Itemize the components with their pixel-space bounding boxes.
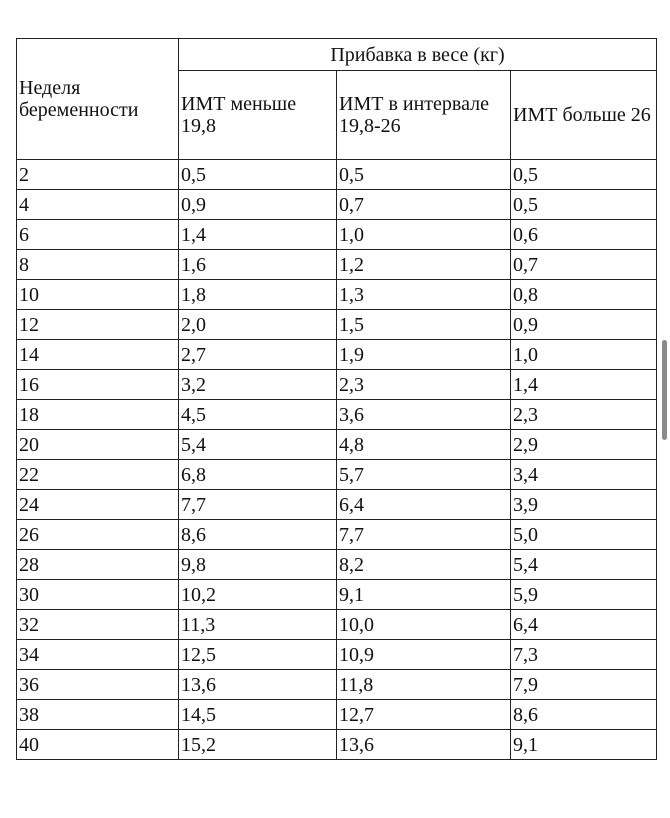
bmi-mid-cell: 1,2 (337, 250, 511, 280)
bmi-mid-cell: 8,2 (337, 550, 511, 580)
bmi-high-cell: 3,4 (511, 460, 657, 490)
bmi-mid-cell: 1,0 (337, 220, 511, 250)
table-row (17, 280, 657, 310)
week-cell: 10 (17, 280, 179, 310)
week-cell: 26 (17, 520, 179, 550)
week-cell: 32 (17, 610, 179, 640)
table-row (17, 730, 657, 760)
bmi-low-cell: 7,7 (179, 490, 337, 520)
bmi-mid-header: ИМТ в интервале 19,8-26 (337, 71, 511, 160)
table-row (17, 610, 657, 640)
bmi-low-cell: 5,4 (179, 430, 337, 460)
header-row-top (17, 39, 657, 71)
bmi-high-cell: 5,4 (511, 550, 657, 580)
week-cell: 22 (17, 460, 179, 490)
bmi-low-cell: 13,6 (179, 670, 337, 700)
table-row (17, 250, 657, 280)
bmi-low-cell: 2,7 (179, 340, 337, 370)
bmi-high-cell: 1,0 (511, 340, 657, 370)
bmi-high-cell: 3,9 (511, 490, 657, 520)
bmi-mid-cell: 9,1 (337, 580, 511, 610)
table-row (17, 160, 657, 190)
bmi-mid-cell: 1,5 (337, 310, 511, 340)
bmi-high-cell: 0,6 (511, 220, 657, 250)
table-row (17, 670, 657, 700)
bmi-low-header: ИМТ меньше 19,8 (179, 71, 337, 160)
table-body (17, 160, 657, 760)
weight-gain-group-header: Прибавка в весе (кг) (179, 39, 657, 71)
week-cell: 18 (17, 400, 179, 430)
bmi-high-cell: 0,7 (511, 250, 657, 280)
bmi-mid-cell: 1,3 (337, 280, 511, 310)
week-cell: 4 (17, 190, 179, 220)
table-row (17, 310, 657, 340)
bmi-high-cell: 1,4 (511, 370, 657, 400)
week-cell: 40 (17, 730, 179, 760)
week-cell: 24 (17, 490, 179, 520)
bmi-high-header: ИМТ больше 26 (511, 71, 657, 160)
table-row (17, 400, 657, 430)
week-cell: 12 (17, 310, 179, 340)
table-header (17, 39, 657, 160)
bmi-low-cell: 0,5 (179, 160, 337, 190)
week-cell: 8 (17, 250, 179, 280)
bmi-high-cell: 0,5 (511, 190, 657, 220)
week-cell: 34 (17, 640, 179, 670)
table-row (17, 520, 657, 550)
week-cell: 2 (17, 160, 179, 190)
table-row (17, 370, 657, 400)
bmi-mid-cell: 4,8 (337, 430, 511, 460)
bmi-low-cell: 8,6 (179, 520, 337, 550)
bmi-mid-cell: 6,4 (337, 490, 511, 520)
bmi-low-cell: 0,9 (179, 190, 337, 220)
bmi-low-cell: 3,2 (179, 370, 337, 400)
bmi-low-cell: 1,8 (179, 280, 337, 310)
bmi-mid-cell: 0,5 (337, 160, 511, 190)
table-row (17, 340, 657, 370)
bmi-high-cell: 0,5 (511, 160, 657, 190)
bmi-high-cell: 2,9 (511, 430, 657, 460)
weight-gain-table (16, 38, 657, 760)
bmi-high-cell: 7,3 (511, 640, 657, 670)
table-row (17, 460, 657, 490)
bmi-mid-cell: 2,3 (337, 370, 511, 400)
bmi-high-cell: 7,9 (511, 670, 657, 700)
bmi-high-cell: 0,9 (511, 310, 657, 340)
bmi-low-cell: 1,6 (179, 250, 337, 280)
week-cell: 38 (17, 700, 179, 730)
bmi-high-cell: 8,6 (511, 700, 657, 730)
table-row (17, 490, 657, 520)
bmi-high-cell: 9,1 (511, 730, 657, 760)
bmi-low-cell: 6,8 (179, 460, 337, 490)
bmi-high-cell: 5,9 (511, 580, 657, 610)
scrollbar-thumb[interactable] (662, 340, 667, 440)
bmi-low-cell: 1,4 (179, 220, 337, 250)
bmi-high-cell: 0,8 (511, 280, 657, 310)
bmi-mid-cell: 0,7 (337, 190, 511, 220)
week-cell: 36 (17, 670, 179, 700)
bmi-mid-cell: 12,7 (337, 700, 511, 730)
week-cell: 6 (17, 220, 179, 250)
table-row (17, 430, 657, 460)
week-cell: 14 (17, 340, 179, 370)
table-row (17, 580, 657, 610)
week-cell: 16 (17, 370, 179, 400)
bmi-mid-cell: 10,9 (337, 640, 511, 670)
table-row (17, 640, 657, 670)
bmi-low-cell: 12,5 (179, 640, 337, 670)
bmi-mid-cell: 11,8 (337, 670, 511, 700)
bmi-low-cell: 4,5 (179, 400, 337, 430)
week-cell: 30 (17, 580, 179, 610)
week-cell: 20 (17, 430, 179, 460)
bmi-high-cell: 5,0 (511, 520, 657, 550)
week-column-header: Неделя беременности (17, 39, 179, 160)
bmi-mid-cell: 10,0 (337, 610, 511, 640)
bmi-mid-cell: 1,9 (337, 340, 511, 370)
bmi-low-cell: 11,3 (179, 610, 337, 640)
bmi-high-cell: 2,3 (511, 400, 657, 430)
bmi-low-cell: 2,0 (179, 310, 337, 340)
table-row (17, 700, 657, 730)
bmi-low-cell: 14,5 (179, 700, 337, 730)
table-row (17, 220, 657, 250)
bmi-low-cell: 10,2 (179, 580, 337, 610)
bmi-mid-cell: 13,6 (337, 730, 511, 760)
table-row (17, 550, 657, 580)
bmi-low-cell: 15,2 (179, 730, 337, 760)
bmi-mid-cell: 5,7 (337, 460, 511, 490)
table-row (17, 190, 657, 220)
bmi-mid-cell: 7,7 (337, 520, 511, 550)
bmi-low-cell: 9,8 (179, 550, 337, 580)
bmi-high-cell: 6,4 (511, 610, 657, 640)
bmi-mid-cell: 3,6 (337, 400, 511, 430)
week-cell: 28 (17, 550, 179, 580)
